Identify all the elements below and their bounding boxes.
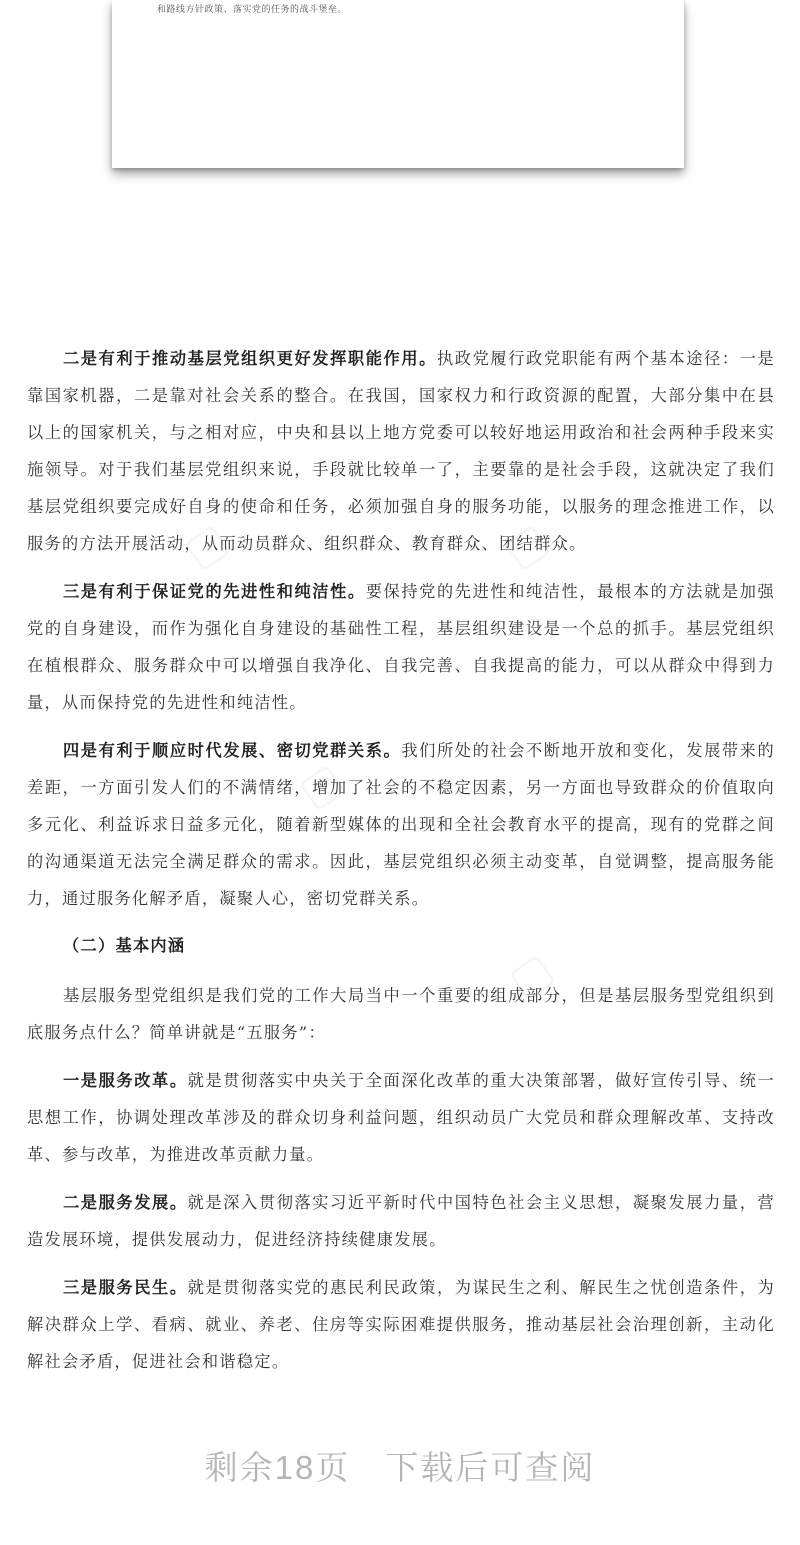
paragraph-lead: 一是服务改革。 bbox=[63, 1071, 188, 1090]
section-subheading: （二）基本内涵 bbox=[63, 936, 186, 955]
paragraph-text: 要保持党的先进性和纯洁性，最根本的方法就是加强党的自身建设，而作为强化自身建设的基础性工程，基层组织建设是一个总的抓手。基层党组织在植根群众、服务群众中可以增强自我净化、自我完善、自我提高的能力，可以从群众中得到力量，从而保持党的先进性和纯洁性。 bbox=[27, 582, 775, 712]
paragraph-lead: 二是有利于推动基层党组织更好发挥职能作用。 bbox=[63, 349, 437, 368]
watermark-icon: ▢ bbox=[494, 512, 558, 579]
watermark-icon: ▢ bbox=[174, 512, 238, 579]
paragraph-text: 就是贯彻落实中央关于全面深化改革的重大决策部署，做好宣传引导、统一思想工作，协调处理改革涉及的群众切身利益问题，组织动员广大党员和群众理解改革、支持改革、参与改革，为推进改革贡献力量。 bbox=[27, 1071, 775, 1164]
paragraph-service-livelihood bbox=[27, 1269, 775, 1380]
paragraph-lead: 三是服务民生。 bbox=[63, 1278, 188, 1297]
paragraph-advanced-nature bbox=[27, 573, 775, 721]
paragraph-text: 就是贯彻落实党的惠民利民政策，为谋民生之利、解民生之忧创造条件，为解决群众上学、看病、就业、养老、住房等实际困难提供服务，推动基层社会治理创新，主动化解社会矛盾，促进社会和谐稳定。 bbox=[27, 1278, 775, 1371]
watermark-icon: ▢ bbox=[499, 942, 563, 1009]
page-snippet-text: 和路线方针政策、落实党的任务的战斗堡垒。 bbox=[157, 5, 348, 15]
paragraph-service-reform bbox=[27, 1062, 775, 1173]
paragraph-text: 执政党履行政党职能有两个基本途径：一是靠国家机器，二是靠对社会关系的整合。在我国，国家权力和行政资源的配置，大部分集中在县以上的国家机关，与之相对应，中央和县以上地方党委可以较好地运用政治和社会两种手段来实施领导。对于我们基层党组织来说，手段就比较单一了，主要靠的是社会手段，这就决定了我们基层党组织要完成好自身的使命和任务，必须加强自身的服务功能，以服务的理念推进工作，以服务的方法开展活动，从而动员群众、组织群众、教育群众、团结群众。 bbox=[27, 349, 775, 553]
remaining-pages-notice[interactable]: 剩余18页 下载后可查阅 bbox=[204, 1449, 596, 1486]
paragraph-lead: 二是服务发展。 bbox=[63, 1193, 188, 1212]
paragraph-intro: 基层服务型党组织是我们党的工作大局当中一个重要的组成部分，但是基层服务型党组织到底服务点什么？简单讲就是“五服务”： bbox=[27, 986, 775, 1042]
paragraph-function-role bbox=[27, 340, 775, 562]
paragraph-text: 就是深入贯彻落实习近平新时代中国特色社会主义思想，凝聚发展力量，营造发展环境，提供发展动力，促进经济持续健康发展。 bbox=[27, 1193, 775, 1249]
paragraph-party-mass-relations bbox=[27, 732, 775, 917]
paragraph-lead: 四是有利于顺应时代发展、密切党群关系。 bbox=[63, 741, 402, 760]
paragraph-lead: 三是有利于保证党的先进性和纯洁性。 bbox=[63, 582, 366, 601]
paragraph-text: 我们所处的社会不断地开放和变化，发展带来的差距，一方面引发人们的不满情绪，增加了社会的不稳定因素，另一方面也导致群众的价值取向多元化、利益诉求日益多元化，随着新型媒体的出现和全社会教育水平的提高，现有的党群之间的沟通渠道无法完全满足群众的需求。因此，基层党组织必须主动变革，自觉调整，提高服务能力，通过服务化解矛盾，凝聚人心，密切党群关系。 bbox=[27, 741, 775, 908]
watermark-icon: ▢ bbox=[289, 752, 353, 819]
paragraph-service-development bbox=[27, 1184, 775, 1258]
document-page-preview bbox=[112, 0, 684, 168]
